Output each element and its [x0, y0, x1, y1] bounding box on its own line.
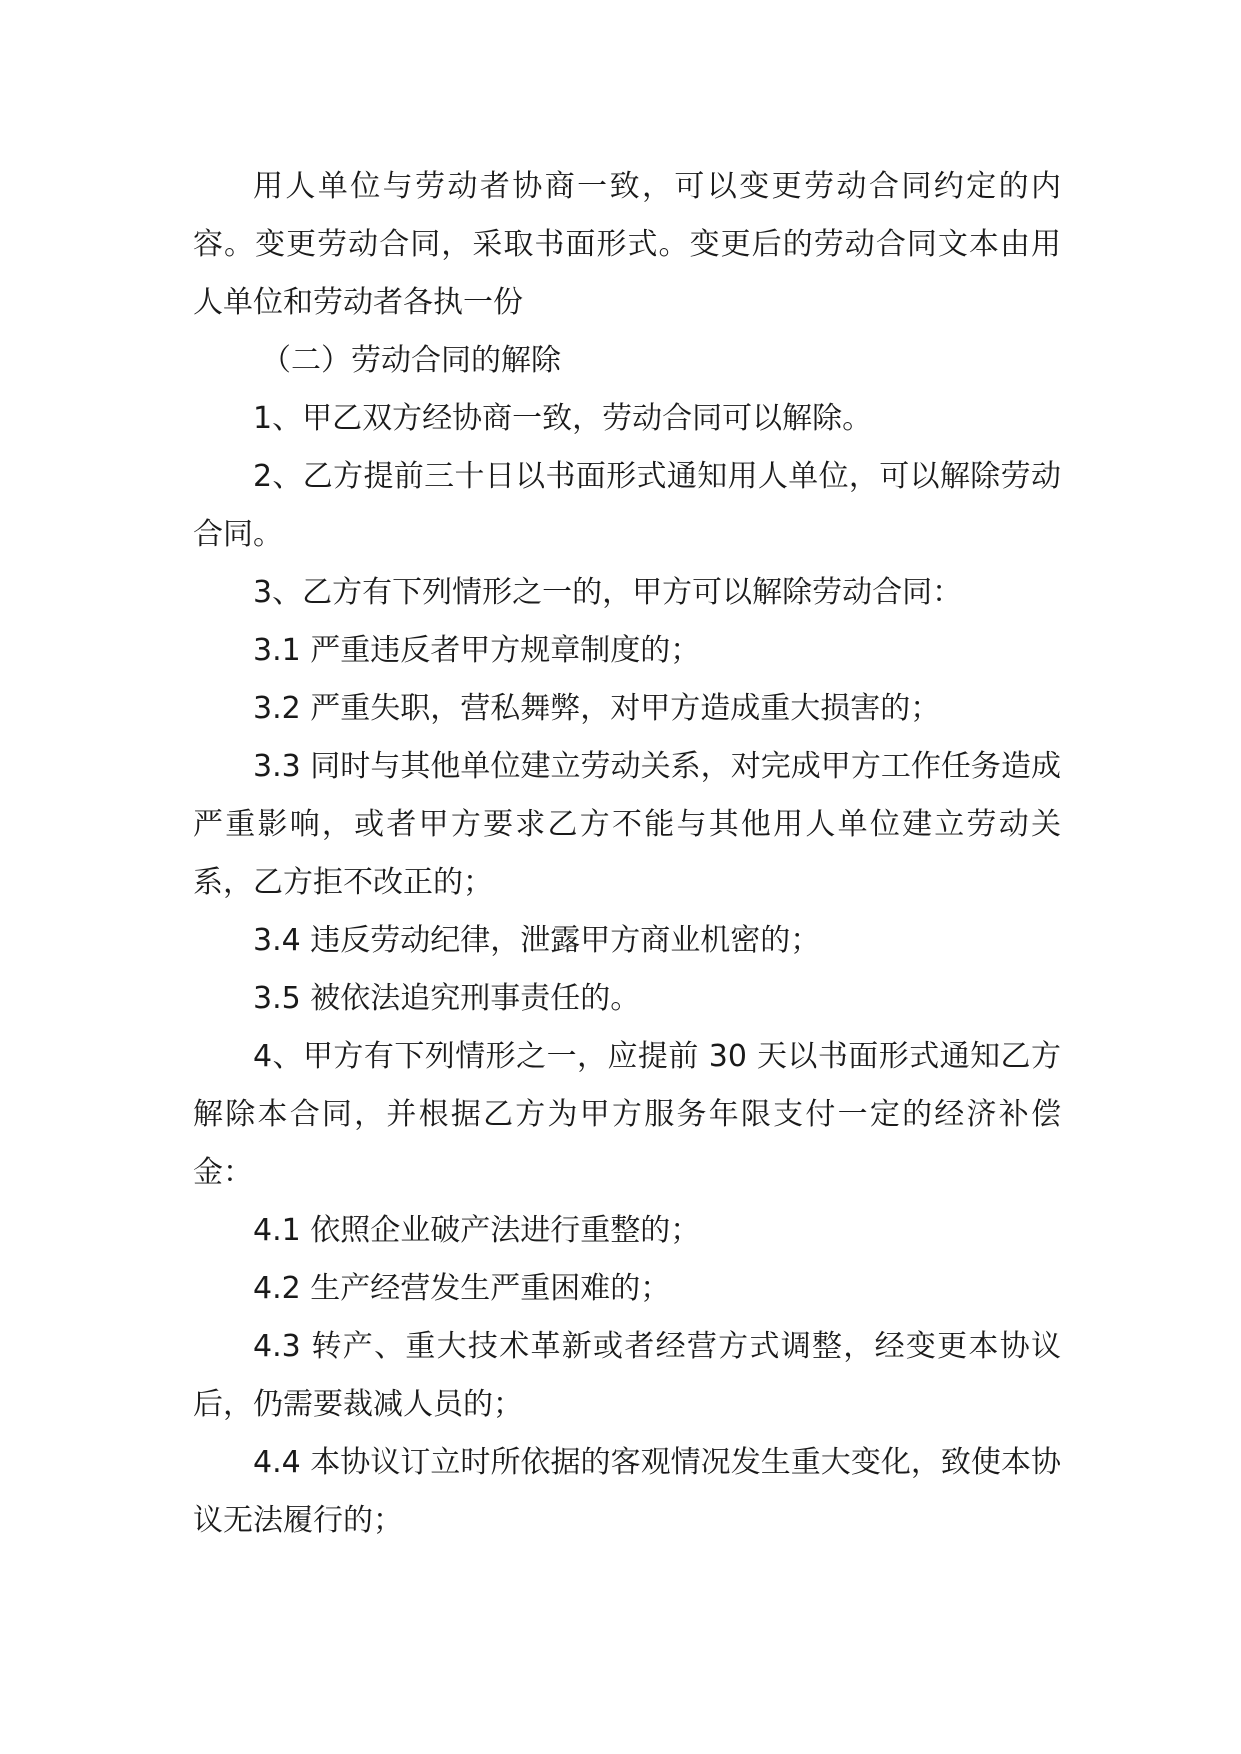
clause-4: 4、甲方有下列情形之一，应提前 30 天以书面形式通知乙方解除本合同，并根据乙方为甲方服务年限支付一定的经济补偿金： — [193, 1039, 1061, 1190]
clause-1: 1、甲乙双方经协商一致，劳动合同可以解除。 — [253, 401, 873, 436]
paragraph-contract-change: 用人单位与劳动者协商一致，可以变更劳动合同约定的内容。变更劳动合同，采取书面形式。变更后的劳动合同文本由用人单位和劳动者各执一份 — [193, 169, 1061, 320]
clause-4-3: 4.3 转产、重大技术革新或者经营方式调整，经变更本协议后，仍需要裁减人员的； — [193, 1329, 1061, 1422]
clause-3: 3、乙方有下列情形之一的，甲方可以解除劳动合同： — [253, 575, 963, 610]
clause-4-2: 4.2 生产经营发生严重困难的； — [253, 1271, 671, 1306]
section-heading-termination: （二）劳动合同的解除 — [261, 343, 561, 378]
clause-3-1: 3.1 严重违反者甲方规章制度的； — [253, 633, 701, 668]
clause-4-4: 4.4 本协议订立时所依据的客观情况发生重大变化，致使本协议无法履行的； — [193, 1445, 1061, 1538]
clause-3-3: 3.3 同时与其他单位建立劳动关系，对完成甲方工作任务造成严重影响，或者甲方要求乙方不能与其他用人单位建立劳动关系，乙方拒不改正的； — [193, 749, 1061, 900]
clause-3-4: 3.4 违反劳动纪律，泄露甲方商业机密的； — [253, 923, 821, 958]
document-body — [193, 158, 1061, 1550]
clause-3-5: 3.5 被依法追究刑事责任的。 — [253, 981, 641, 1016]
clause-3-2: 3.2 严重失职，营私舞弊，对甲方造成重大损害的； — [253, 691, 941, 726]
clause-4-1: 4.1 依照企业破产法进行重整的； — [253, 1213, 701, 1248]
clause-2: 2、乙方提前三十日以书面形式通知用人单位，可以解除劳动合同。 — [193, 459, 1061, 552]
